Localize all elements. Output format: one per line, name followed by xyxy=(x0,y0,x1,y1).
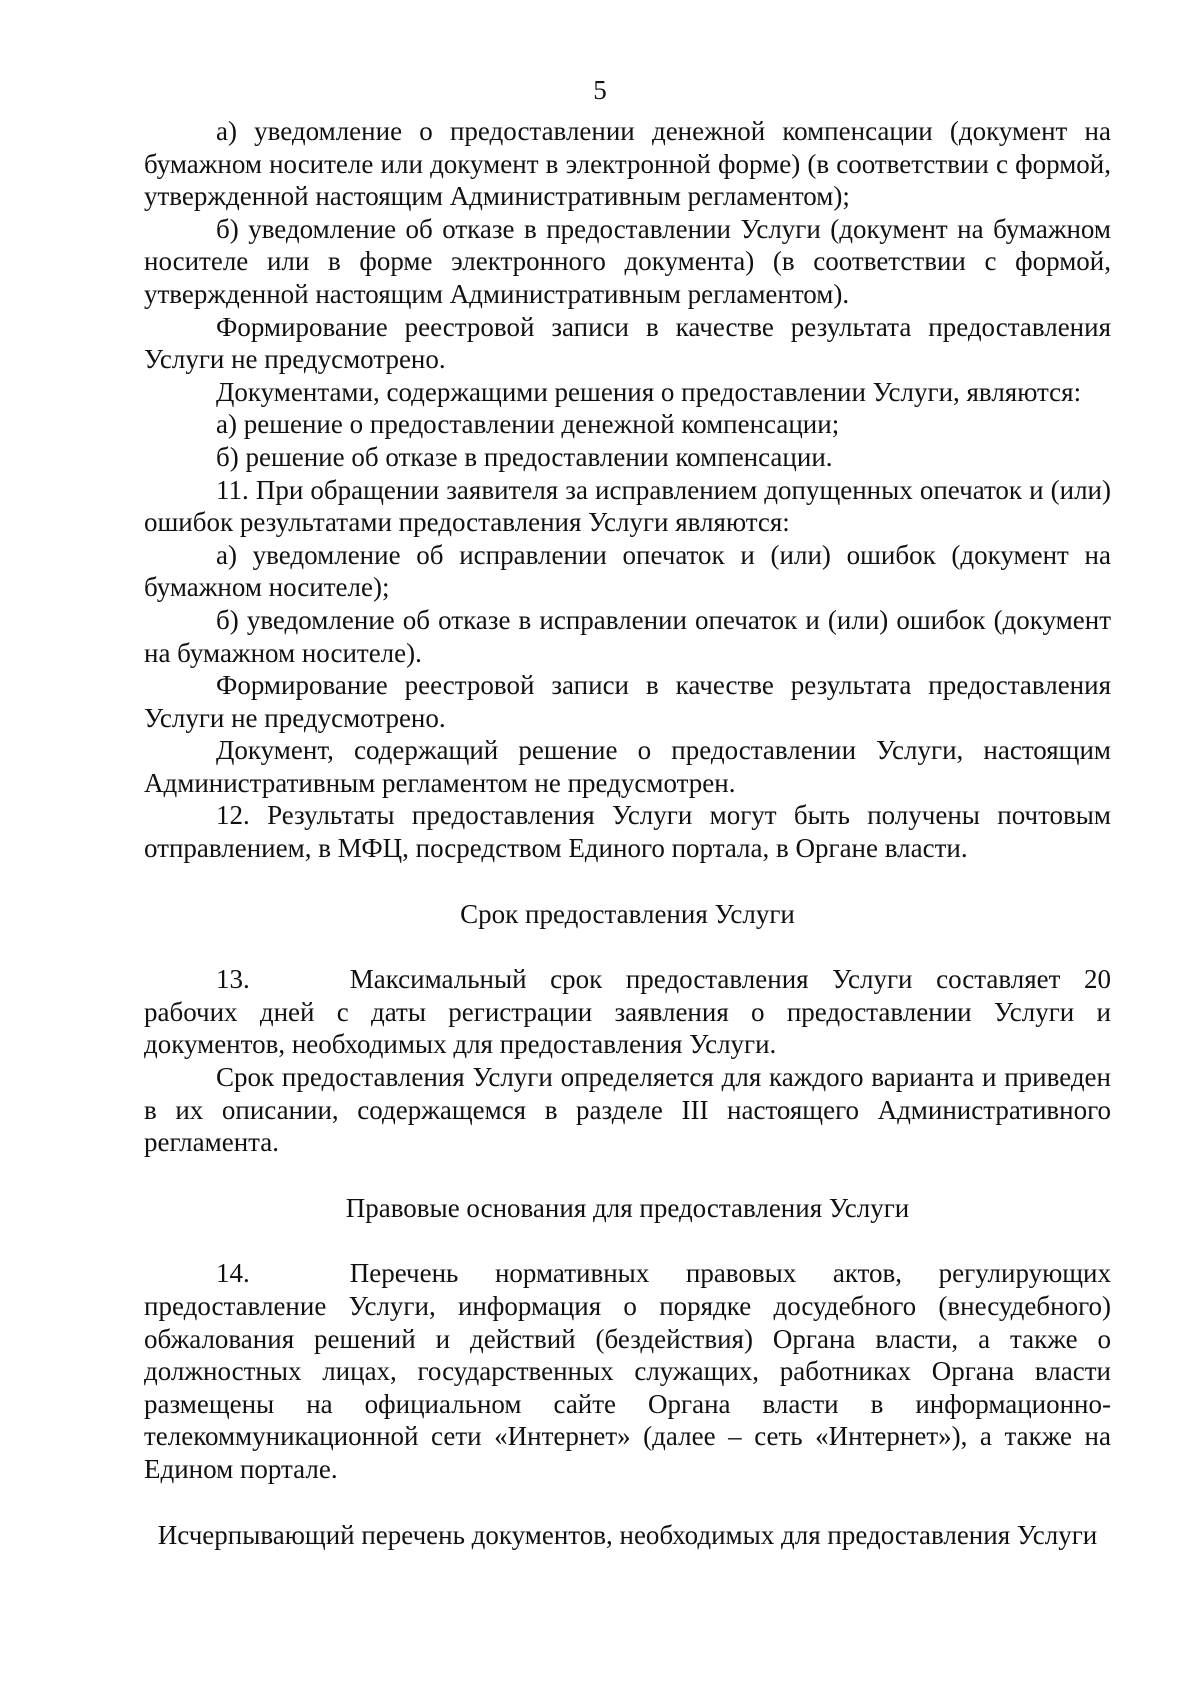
paragraph-decision-b: б) решение об отказе в предоставлении компенсации. xyxy=(216,441,833,472)
paragraph-decision-not-provided: Документ, содержащий решение о предоставлении Услуги, настоящим Административным регламентом не предусмотрен. xyxy=(144,735,1111,798)
paragraph-correction-b: б) уведомление об отказе в исправлении опечаток и (или) ошибок (документ на бумажном носителе). xyxy=(144,604,1111,668)
paragraph-item-14 xyxy=(144,1257,1111,1485)
paragraph-registry-record-2: Формирование реестровой записи в качестве результата предоставления Услуги не предусмотрено. xyxy=(144,670,1111,733)
section-heading-legal: Правовые основания для предоставления Услуги xyxy=(345,1192,910,1223)
paragraph-item-11: 11. При обращении заявителя за исправлением допущенных опечаток и (или) ошибок результатами предоставления Услуги являются: xyxy=(144,474,1111,538)
paragraph-result-a: а) уведомление о предоставлении денежной компенсации (документ на бумажном носителе или документ в электронной форме) (в соответствии с формой, утвержденной настоящим Административным регламентом); xyxy=(144,116,1111,212)
section-heading-documents: Исчерпывающий перечень документов, необходимых для предоставления Услуги xyxy=(157,1519,1098,1550)
paragraph-item-12: 12. Результаты предоставления Услуги могут быть получены почтовым отправлением, в МФЦ, посредством Единого портала, в Органе власти. xyxy=(144,800,1111,864)
paragraph-decision-documents: Документами, содержащими решения о предоставлении Услуги, являются: xyxy=(216,376,1082,407)
item-13-number: 13. xyxy=(216,964,250,995)
section-heading-term: Срок предоставления Услуги xyxy=(460,898,795,929)
item-13-text: Максимальный срок предоставления Услуги составляет 20 рабочих дней с даты регистрации заявления о предоставлении Услуги и документов, необходимых для предоставления Услуги. xyxy=(144,964,1111,1060)
paragraph-decision-a: а) решение о предоставлении денежной компенсации; xyxy=(216,409,840,440)
paragraph-term-variants: Срок предоставления Услуги определяется для каждого варианта и приведен в их описании, содержащемся в разделе III настоящего Административного регламента. xyxy=(144,1062,1111,1158)
item-14-number: 14. xyxy=(216,1258,250,1289)
paragraph-result-b: б) уведомление об отказе в предоставлении Услуги (документ на бумажном носителе или в форме электронного документа) (в соответствии с формой, утвержденной настоящим Административным регламентом). xyxy=(144,213,1111,309)
paragraph-correction-a: а) уведомление об исправлении опечаток и (или) ошибок (документ на бумажном носителе); xyxy=(144,539,1111,603)
page-number: 5 xyxy=(593,75,607,105)
paragraph-item-13 xyxy=(144,963,1111,1061)
document-body xyxy=(144,115,1111,1551)
item-14-text: Перечень нормативных правовых актов, регулирующих предоставление Услуги, информация о порядке досудебного (внесудебного) обжалования решений и действий (бездействия) Органа власти, а также о должностных лицах, государственных служащих, работниках Органа власти размещены на официальном сайте Органа власти в информационно-телекоммуникационной сети «Интернет» (далее – сеть «Интернет»), а также на Едином портале. xyxy=(144,1258,1111,1484)
paragraph-registry-record: Формирование реестровой записи в качестве результата предоставления Услуги не предусмотрено. xyxy=(144,311,1111,375)
